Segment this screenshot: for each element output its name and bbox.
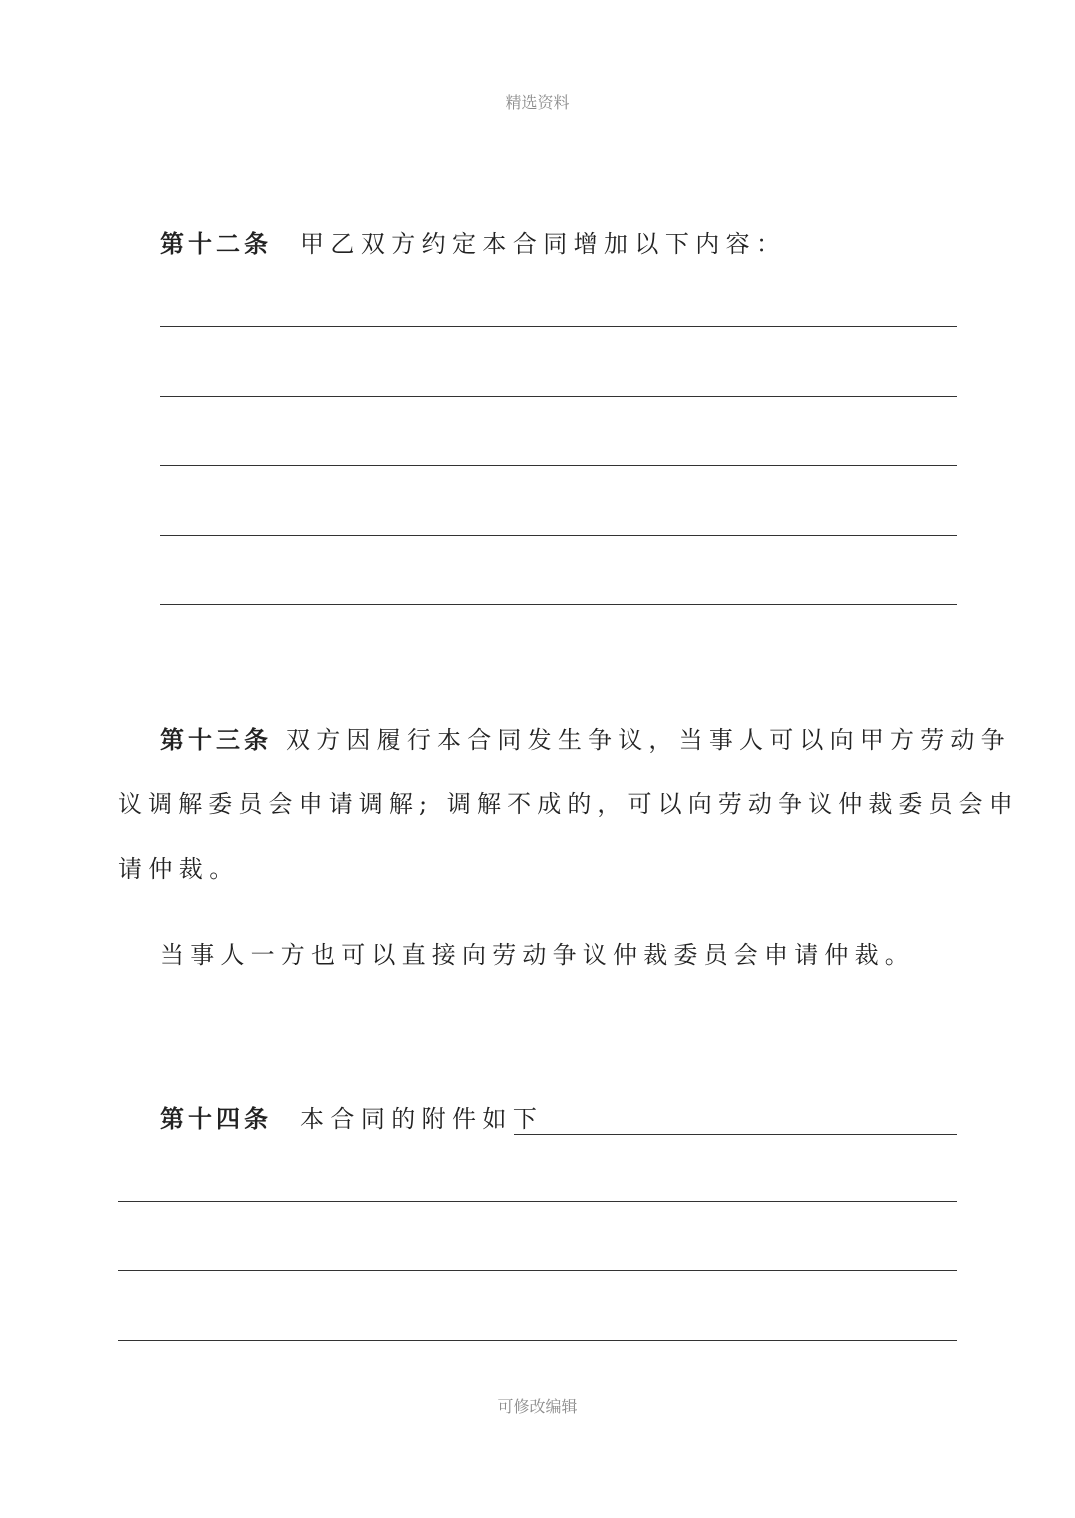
blank-line-12-2[interactable] (160, 396, 957, 397)
blank-line-14-2[interactable] (118, 1270, 957, 1271)
page-footer: 可修改编辑 (497, 1397, 578, 1416)
page-header: 精选资料 (505, 93, 570, 112)
article-13-label: 第十三条 (160, 726, 272, 754)
blank-line-14-1[interactable] (118, 1201, 957, 1202)
blank-line-14-inline[interactable] (514, 1134, 957, 1135)
article-14-text: 本合同的附件如下 (300, 1105, 544, 1133)
article-12-text: 甲乙双方约定本合同增加以下内容： (300, 230, 787, 258)
article-13-paragraph-2: 当事人一方也可以直接向劳动争议仲裁委员会申请仲裁。 (160, 941, 915, 969)
article-13-line-2: 议调解委员会申请调解; 调解不成的，可以向劳动争议仲裁委员会申 (118, 790, 1019, 818)
blank-line-12-3[interactable] (160, 465, 957, 466)
blank-line-14-3[interactable] (118, 1340, 957, 1341)
article-13-line-1 (160, 725, 1011, 755)
article-12-label: 第十二条 (160, 230, 272, 258)
blank-line-12-4[interactable] (160, 535, 957, 536)
blank-line-12-5[interactable] (160, 604, 957, 605)
blank-line-12-1[interactable] (160, 326, 957, 327)
article-12-line (160, 229, 786, 259)
article-14-line (160, 1104, 543, 1134)
article-13-line-3: 请仲裁。 (118, 855, 240, 883)
article-14-label: 第十四条 (160, 1105, 272, 1133)
article-13-text-1: 双方因履行本合同发生争议，当事人可以向甲方劳动争 (286, 726, 1011, 754)
